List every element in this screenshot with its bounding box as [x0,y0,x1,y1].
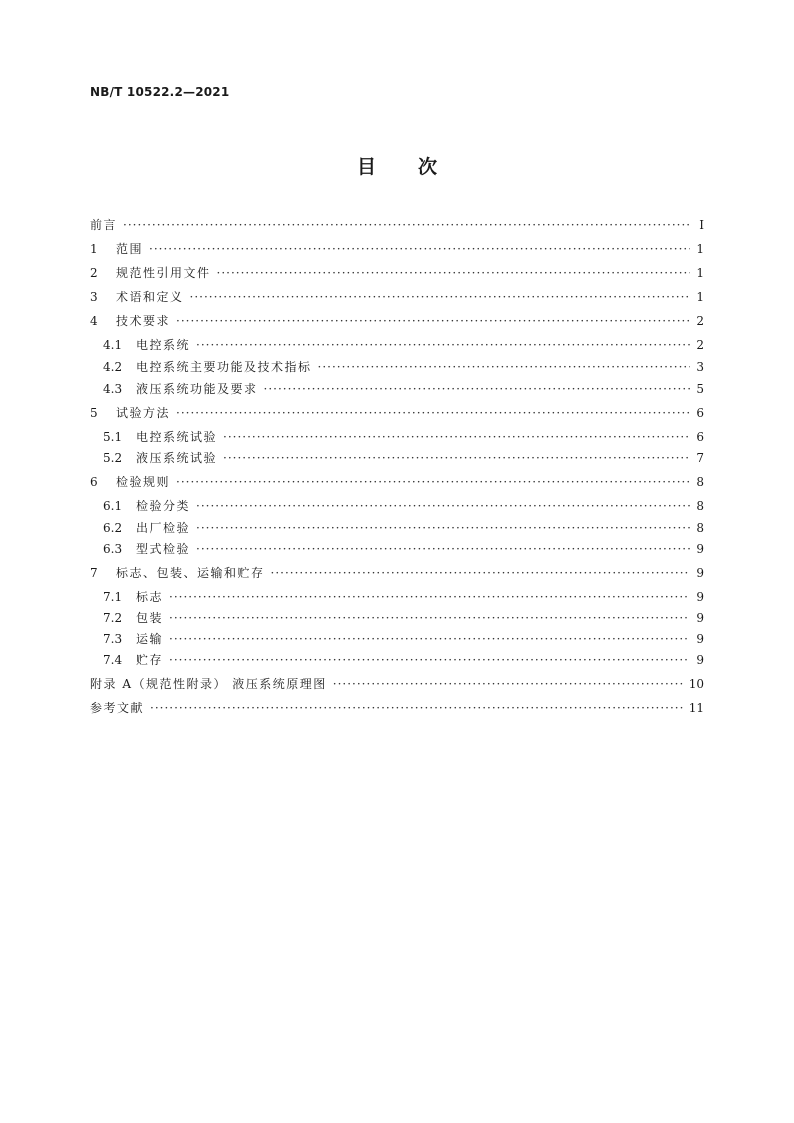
toc-entry[interactable] [90,651,704,668]
toc-entry[interactable] [90,264,704,281]
toc-entry-title: 前言 [90,218,118,232]
toc-entry-title: 参考文献 [90,701,145,715]
toc-dot-leader [196,338,690,352]
toc-dot-leader [149,242,690,256]
toc-entry[interactable] [90,609,704,626]
page-title [0,152,794,179]
toc-entry-number: 6.3 [103,542,123,556]
toc-entry[interactable] [90,473,704,490]
toc-entry-title: 标志 [136,590,164,604]
toc-entry-page-number: 8 [696,475,704,489]
toc-entry-title: 检验分类 [136,499,191,513]
toc-entry-number: 5.1 [103,430,123,444]
toc-entry-page-number: 9 [696,566,704,580]
toc-entry-number: 4.3 [103,382,123,396]
toc-entry-number: 4.2 [103,360,123,374]
toc-entry[interactable] [90,216,704,233]
toc-entry-title: 技术要求 [116,314,171,328]
toc-entry-title: 包装 [136,611,164,625]
toc-entry-title: 标志、包装、运输和贮存 [116,566,265,580]
toc-entry-title: 出厂检验 [136,521,191,535]
toc-entry-number: 5.2 [103,451,123,465]
toc-dot-leader [176,406,690,420]
toc-entry-title: 贮存 [136,653,164,667]
toc-entry-title: 运输 [136,632,164,646]
toc-entry-title: 试验方法 [116,406,171,420]
toc-entry[interactable] [90,540,704,557]
toc-entry[interactable] [90,404,704,421]
toc-entry-title: 电控系统 [136,338,191,352]
toc-entry-page-number: 9 [696,611,704,625]
toc-entry-number: 5 [90,406,98,420]
toc-dot-leader [333,677,683,691]
toc-dot-leader [196,542,690,556]
toc-entry-title: 附录 A（规范性附录） 液压系统原理图 [90,677,327,691]
toc-entry[interactable] [90,699,704,716]
toc-entry-page-number: 8 [696,521,704,535]
toc-entry-number: 7.4 [103,653,123,667]
toc-entry-page-number: 6 [696,430,704,444]
toc-entry-number: 6.1 [103,499,123,513]
toc-entry-number: 1 [90,242,98,256]
page-title-char-1: 目 [356,156,376,178]
toc-entry[interactable] [90,240,704,257]
toc-dot-leader [196,521,690,535]
toc-entry-page-number: 8 [696,499,704,513]
toc-entry-page-number: 2 [696,314,704,328]
toc-entry-title: 电控系统主要功能及技术指标 [136,360,312,374]
toc-entry-page-number: 9 [696,590,704,604]
toc-entry[interactable] [90,564,704,581]
toc-entry-page-number: 7 [696,451,704,465]
toc-entry-page-number: 5 [696,382,704,396]
toc-entry-title: 规范性引用文件 [116,266,211,280]
toc-entry-number: 7 [90,566,98,580]
toc-entry[interactable] [90,380,704,397]
toc-dot-leader [176,314,690,328]
page-title-char-2: 次 [418,156,438,178]
toc-dot-leader [318,360,690,374]
toc-entry-title: 型式检验 [136,542,191,556]
toc-entry[interactable] [90,449,704,466]
toc-entry-number: 4.1 [103,338,123,352]
toc-entry-number: 4 [90,314,98,328]
toc-entry-page-number: 10 [688,677,704,691]
toc-entry-title: 液压系统试验 [136,451,218,465]
toc-entry-page-number: 11 [688,701,704,715]
toc-entry-page-number: 2 [696,338,704,352]
toc-dot-leader [169,632,690,646]
toc-entry-page-number: 9 [696,542,704,556]
toc-entry[interactable] [90,675,704,692]
toc-entry-page-number: I [699,218,704,232]
toc-entry-page-number: 1 [696,266,704,280]
toc-dot-leader [264,382,690,396]
toc-entry-title: 电控系统试验 [136,430,218,444]
toc-entry[interactable] [90,588,704,605]
toc-entry-number: 6 [90,475,98,489]
toc-entry-number: 3 [90,290,98,304]
toc-entry[interactable] [90,336,704,353]
toc-entry[interactable] [90,428,704,445]
toc-dot-leader [169,611,690,625]
toc-entry-page-number: 9 [696,653,704,667]
toc-entry[interactable] [90,288,704,305]
toc-dot-leader [217,266,690,280]
toc-entry-page-number: 1 [696,290,704,304]
toc-dot-leader [223,451,690,465]
toc-entry[interactable] [90,358,704,375]
toc-entry-page-number: 1 [696,242,704,256]
toc-entry[interactable] [90,630,704,647]
toc-entry[interactable] [90,497,704,514]
toc-entry[interactable] [90,519,704,536]
toc-dot-leader [176,475,690,489]
toc-entry-page-number: 3 [696,360,704,374]
toc-dot-leader [223,430,690,444]
toc-dot-leader [190,290,690,304]
toc-dot-leader [169,590,690,604]
document-code: NB/T 10522.2—2021 [90,85,230,99]
toc-entry-title: 范围 [116,242,144,256]
toc-entry-number: 7.3 [103,632,123,646]
toc-dot-leader [196,499,690,513]
toc-dot-leader [169,653,690,667]
toc-entry-title: 液压系统功能及要求 [136,382,258,396]
toc-entry-page-number: 9 [696,632,704,646]
table-of-contents [90,216,704,716]
toc-entry-title: 检验规则 [116,475,171,489]
toc-entry-number: 2 [90,266,98,280]
toc-entry-number: 7.1 [103,590,123,604]
toc-dot-leader [271,566,690,580]
toc-entry-number: 7.2 [103,611,123,625]
toc-dot-leader [150,701,683,715]
toc-entry-page-number: 6 [696,406,704,420]
toc-entry-number: 6.2 [103,521,123,535]
toc-dot-leader [123,218,690,232]
toc-entry[interactable] [90,312,704,329]
toc-entry-title: 术语和定义 [116,290,184,304]
